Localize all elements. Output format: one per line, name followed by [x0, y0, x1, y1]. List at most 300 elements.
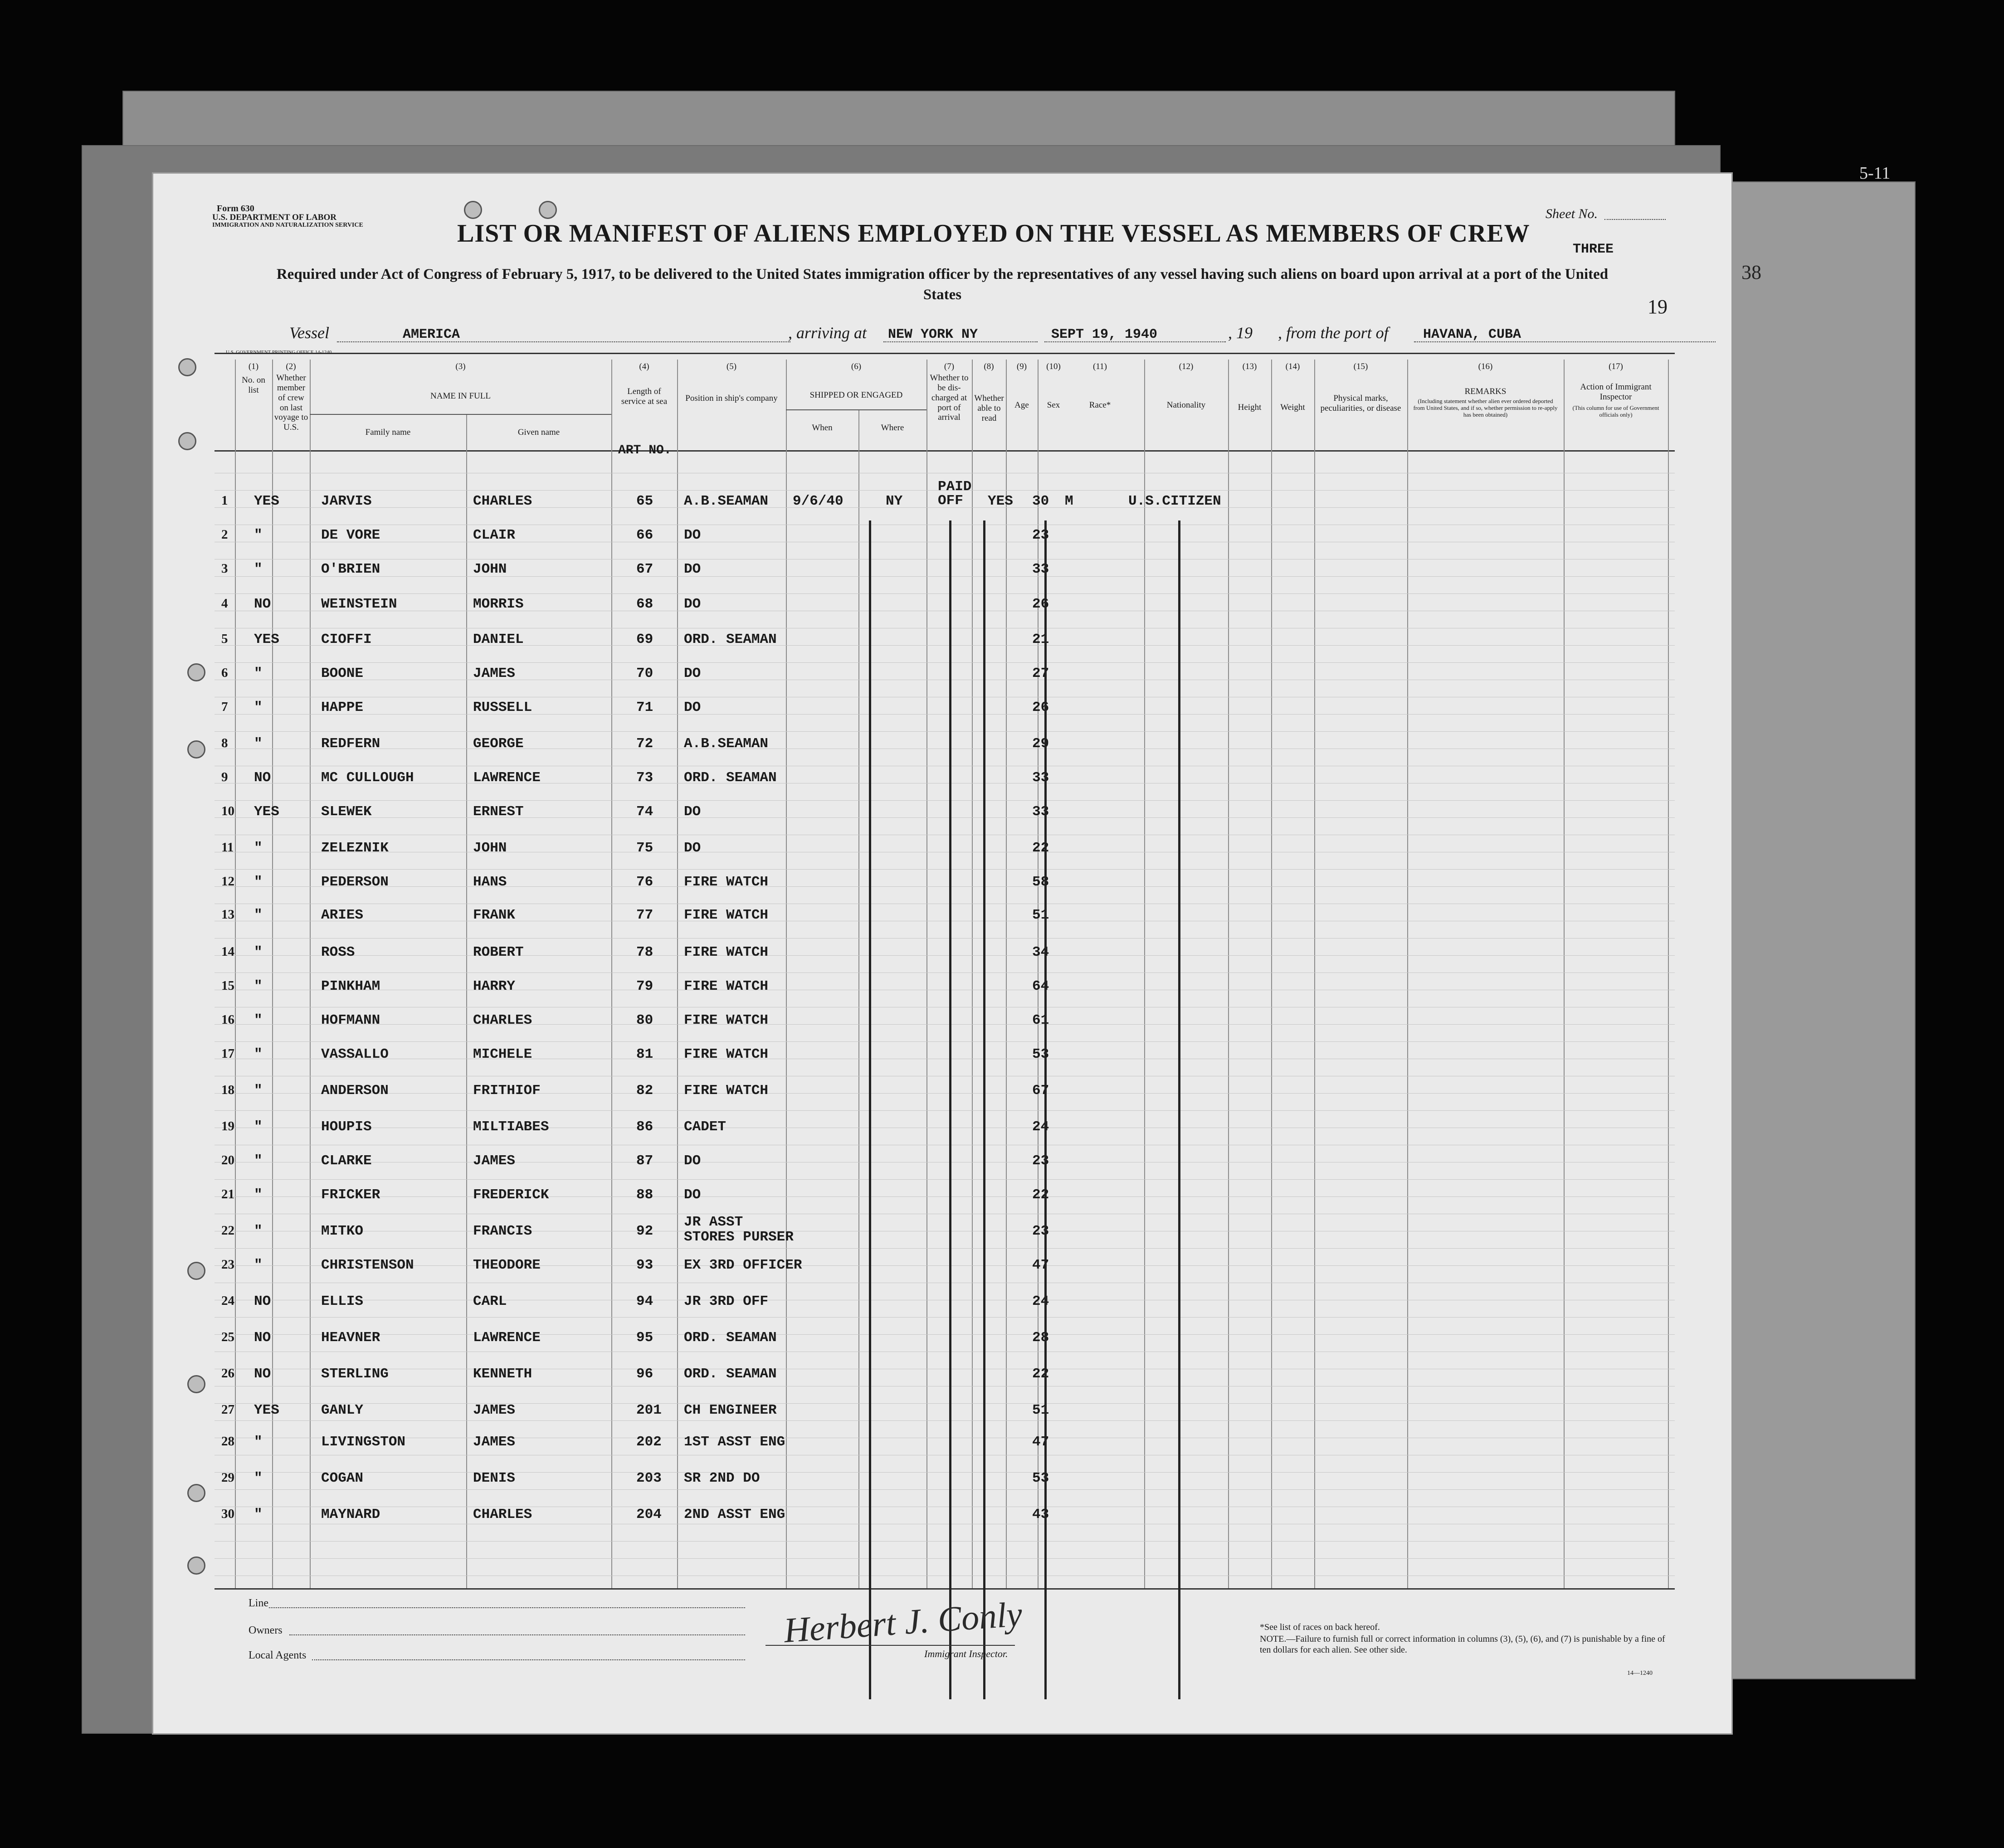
cell-age: 23	[1032, 527, 1049, 543]
cell-family: SLEWEK	[321, 804, 372, 820]
colnum-15: (15)	[1353, 362, 1368, 371]
binder-hole	[464, 201, 482, 219]
cell-family: BOONE	[321, 666, 364, 681]
colnum-6: (6)	[851, 362, 862, 371]
cell-no: 6	[221, 666, 228, 680]
header-last-voyage: Whether member of crew on last voyage to U.S.	[274, 373, 308, 433]
cell-position: FIRE WATCH	[684, 1046, 769, 1062]
cell-position: EX 3RD OFFICER	[684, 1257, 802, 1273]
cell-given: LAWRENCE	[473, 770, 541, 786]
cell-no: 23	[221, 1257, 234, 1272]
arrival-date: SEPT 19, 1940	[1051, 327, 1158, 342]
cell-given: KENNETH	[473, 1366, 532, 1382]
colnum-17: (17)	[1609, 362, 1623, 371]
cell-no: 18	[221, 1083, 234, 1097]
cell-service: 68	[636, 596, 653, 612]
owners-dots	[289, 1634, 745, 1635]
ditto-mark-where	[869, 520, 871, 1699]
cell-service: 67	[636, 561, 653, 577]
cell-age: 21	[1032, 632, 1049, 647]
cell-no: 14	[221, 944, 234, 959]
binder-hole	[539, 201, 557, 219]
header-shipped: SHIPPED OR ENGAGED	[809, 390, 903, 400]
binder-hole	[187, 1375, 205, 1393]
cell-age: 47	[1032, 1434, 1049, 1450]
cell-last-voyage: "	[254, 944, 263, 960]
cell-no: 20	[221, 1153, 234, 1167]
manifest-sheet	[152, 172, 1733, 1735]
colnum-16: (16)	[1478, 362, 1493, 371]
cell-position: DO	[684, 666, 701, 681]
cell-family: VASSALLO	[321, 1046, 389, 1062]
cell-position: FIRE WATCH	[684, 1083, 769, 1099]
cell-no: 26	[221, 1366, 234, 1381]
cell-family: ZELEZNIK	[321, 840, 389, 856]
cell-service: 78	[636, 944, 653, 960]
cell-family: CLARKE	[321, 1153, 372, 1169]
binder-hole	[187, 1556, 205, 1575]
cell-family: LIVINGSTON	[321, 1434, 406, 1450]
cell-no: 24	[221, 1294, 234, 1308]
cell-given: FRITHIOF	[473, 1083, 541, 1099]
page-number: 19	[1648, 296, 1668, 318]
binder-hole	[178, 432, 196, 450]
cell-last-voyage: YES	[254, 804, 279, 820]
cell-no: 27	[221, 1402, 234, 1417]
cell-family: ANDERSON	[321, 1083, 389, 1099]
cell-last-voyage: "	[254, 1046, 263, 1062]
cell-age: 43	[1032, 1507, 1049, 1522]
colnum-3: (3)	[455, 362, 466, 371]
cell-read: YES	[988, 493, 1013, 509]
cell-service: 75	[636, 840, 653, 856]
signature-line	[766, 1645, 1015, 1646]
cell-no: 25	[221, 1330, 234, 1344]
cell-family: REDFERN	[321, 736, 380, 752]
cell-given: JAMES	[473, 666, 516, 681]
cell-service: 96	[636, 1366, 653, 1382]
cell-last-voyage: YES	[254, 493, 279, 509]
cell-no: 9	[221, 770, 228, 784]
header-discharged: Whether to be dis-charged at port of arrival	[930, 373, 969, 423]
service-name: IMMIGRATION AND NATURALIZATION SERVICE	[212, 222, 363, 229]
cell-last-voyage: NO	[254, 596, 271, 612]
cell-last-voyage: "	[254, 561, 263, 577]
cell-family: WEINSTEIN	[321, 596, 397, 612]
header-name-in-full: NAME IN FULL	[430, 391, 491, 401]
colnum-4: (4)	[639, 362, 649, 371]
inspector-signature: Herbert J. Conly	[782, 1594, 1024, 1650]
header-action: Action of Immigrant Inspector	[1580, 382, 1652, 402]
cell-no: 3	[221, 561, 228, 576]
cell-no: 11	[221, 840, 234, 855]
ditto-mark-sex	[1044, 520, 1047, 1699]
cell-last-voyage: NO	[254, 1294, 271, 1309]
cell-service: 80	[636, 1012, 653, 1028]
cell-age: 58	[1032, 874, 1049, 890]
header-action-note: (This column for use of Government officials only)	[1572, 404, 1659, 418]
cell-age: 51	[1032, 907, 1049, 923]
cell-no: 8	[221, 736, 228, 750]
cell-age: 33	[1032, 770, 1049, 786]
cell-last-voyage: "	[254, 1119, 263, 1135]
cell-family: MITKO	[321, 1223, 364, 1239]
vessel-dots	[337, 341, 790, 342]
cell-family: O'BRIEN	[321, 561, 380, 577]
cell-given: JOHN	[473, 840, 507, 856]
form-title: LIST OR MANIFEST OF ALIENS EMPLOYED ON THE VESSEL AS MEMBERS OF CREW	[457, 219, 1530, 248]
cell-position: CH ENGINEER	[684, 1402, 777, 1418]
form-subtitle: Required under Act of Congress of February 5, 1917, to be delivered to the United States immigration officer by the representatives of any vessel having such aliens on board upon arrival at a port of the United States	[276, 266, 1609, 303]
cell-family: MC CULLOUGH	[321, 770, 414, 786]
cell-age: 53	[1032, 1046, 1049, 1062]
colnum-8: (8)	[984, 362, 994, 371]
colnum-7: (7)	[944, 362, 955, 371]
cell-last-voyage: "	[254, 907, 263, 923]
table-top-border	[215, 353, 1675, 354]
cell-position: FIRE WATCH	[684, 944, 769, 960]
ditto-mark-discharged	[949, 520, 951, 1699]
side-number: 38	[1741, 261, 1761, 283]
cell-last-voyage: "	[254, 840, 263, 856]
vessel-label: Vessel	[289, 324, 329, 342]
cell-position: FIRE WATCH	[684, 907, 769, 923]
cell-service: 93	[636, 1257, 653, 1273]
cell-no: 30	[221, 1507, 234, 1521]
cell-family: HOFMANN	[321, 1012, 380, 1028]
cell-age: 22	[1032, 840, 1049, 856]
from-dots	[1414, 341, 1716, 342]
header-remarks: REMARKS	[1464, 387, 1507, 396]
cell-position: ORD. SEAMAN	[684, 632, 777, 647]
cell-age: 29	[1032, 736, 1049, 752]
cell-no: 12	[221, 874, 234, 889]
cell-position: ORD. SEAMAN	[684, 1330, 777, 1346]
inspector-label: Immigrant Inspector.	[924, 1648, 1008, 1659]
cell-service: 94	[636, 1294, 653, 1309]
cell-age: 23	[1032, 1223, 1049, 1239]
cell-when: 9/6/40	[793, 493, 844, 509]
binder-hole	[187, 1262, 205, 1280]
header-height: Height	[1238, 403, 1262, 412]
cell-given: LAWRENCE	[473, 1330, 541, 1346]
cell-no: 19	[221, 1119, 234, 1133]
cell-given: THEODORE	[473, 1257, 541, 1273]
owners-label: Owners	[249, 1624, 283, 1636]
cell-last-voyage: YES	[254, 632, 279, 647]
cell-given: MICHELE	[473, 1046, 532, 1062]
corner-mark: 5-11	[1859, 164, 1891, 183]
cell-no: 13	[221, 907, 234, 922]
cell-age: 33	[1032, 561, 1049, 577]
binder-hole	[187, 663, 205, 681]
cell-given: GEORGE	[473, 736, 524, 752]
colnum-10: (10)	[1046, 362, 1061, 371]
cell-no: 10	[221, 804, 234, 818]
cell-position: DO	[684, 596, 701, 612]
from-port: HAVANA, CUBA	[1423, 327, 1521, 342]
sheet-label: Sheet No.	[1546, 206, 1598, 221]
cell-age: 22	[1032, 1187, 1049, 1203]
cell-last-voyage: "	[254, 874, 263, 890]
ditto-mark-read	[983, 520, 985, 1699]
cell-age: 34	[1032, 944, 1049, 960]
cell-service: 65	[636, 493, 653, 509]
cell-service: 87	[636, 1153, 653, 1169]
table-bottom-border	[215, 1588, 1675, 1590]
colnum-5: (5)	[726, 362, 737, 371]
cell-no: 7	[221, 700, 228, 714]
cell-family: STERLING	[321, 1366, 389, 1382]
cell-no: 4	[221, 596, 228, 611]
cell-given: MORRIS	[473, 596, 524, 612]
races-note: *See list of races on back hereof.	[1260, 1622, 1380, 1632]
cell-given: ROBERT	[473, 944, 524, 960]
cell-family: HAPPE	[321, 700, 364, 715]
header-family-name: Family name	[365, 428, 411, 437]
cell-family: MAYNARD	[321, 1507, 380, 1522]
arriving-label: , arriving at	[788, 324, 867, 342]
colnum-12: (12)	[1179, 362, 1194, 371]
header-nationality: Nationality	[1166, 400, 1206, 410]
header-sex: Sex	[1047, 400, 1060, 410]
cell-no: 2	[221, 527, 228, 542]
cell-last-voyage: NO	[254, 1330, 271, 1346]
cell-service: 66	[636, 527, 653, 543]
cell-position: 1ST ASST ENG	[684, 1434, 785, 1450]
cell-service: 81	[636, 1046, 653, 1062]
cell-service: 95	[636, 1330, 653, 1346]
cell-given: CHARLES	[473, 1507, 532, 1522]
cell-family: JARVIS	[321, 493, 372, 509]
cell-position: FIRE WATCH	[684, 1012, 769, 1028]
cell-given: DENIS	[473, 1470, 516, 1486]
cell-last-voyage: "	[254, 1507, 263, 1522]
cell-position: JR ASST STORES PURSER	[684, 1214, 794, 1245]
cell-family: PINKHAM	[321, 978, 380, 994]
cell-last-voyage: "	[254, 1153, 263, 1169]
cell-no: 16	[221, 1012, 234, 1027]
colnum-9: (9)	[1016, 362, 1027, 371]
header-weight: Weight	[1280, 403, 1305, 412]
cell-given: JAMES	[473, 1434, 516, 1450]
vessel-name: AMERICA	[403, 327, 460, 342]
header-position: Position in ship's company	[685, 394, 778, 403]
cell-position: ORD. SEAMAN	[684, 770, 777, 786]
cell-service: 202	[636, 1434, 662, 1450]
cell-position: DO	[684, 1153, 701, 1169]
colnum-2: (2)	[286, 362, 296, 371]
colnum-13: (13)	[1242, 362, 1257, 371]
sheet-dots	[1604, 219, 1666, 220]
cell-age: 22	[1032, 1366, 1049, 1382]
cell-family: PEDERSON	[321, 874, 389, 890]
cell-given: FREDERICK	[473, 1187, 549, 1203]
line-dots	[269, 1607, 745, 1608]
cell-age: 51	[1032, 1402, 1049, 1418]
cell-service: 70	[636, 666, 653, 681]
cell-family: CIOFFI	[321, 632, 372, 647]
header-where: Where	[881, 423, 904, 433]
cell-given: CLAIR	[473, 527, 516, 543]
agents-label: Local Agents	[249, 1649, 307, 1661]
cell-service: 88	[636, 1187, 653, 1203]
cell-service: 76	[636, 874, 653, 890]
cell-position: A.B.SEAMAN	[684, 736, 769, 752]
header-given-name: Given name	[517, 428, 560, 437]
cell-position: ORD. SEAMAN	[684, 1366, 777, 1382]
cell-age: 47	[1032, 1257, 1049, 1273]
cell-family: COGAN	[321, 1470, 364, 1486]
cell-given: JAMES	[473, 1153, 516, 1169]
cell-race: U.S.CITIZEN	[1128, 493, 1221, 509]
cell-given: RUSSELL	[473, 700, 532, 715]
cell-sex: M	[1065, 493, 1073, 509]
cell-given: CHARLES	[473, 493, 532, 509]
port-dots	[883, 341, 1038, 342]
cell-service: 86	[636, 1119, 653, 1135]
cell-no: 1	[221, 493, 228, 508]
cell-family: HOUPIS	[321, 1119, 372, 1135]
cell-position: DO	[684, 804, 701, 820]
header-when: When	[812, 423, 833, 433]
cell-age: 61	[1032, 1012, 1049, 1028]
cell-last-voyage: NO	[254, 770, 271, 786]
cell-position: DO	[684, 1187, 701, 1203]
cell-last-voyage: NO	[254, 1366, 271, 1382]
cell-age: 26	[1032, 700, 1049, 715]
cell-no: 28	[221, 1434, 234, 1449]
cell-age: 67	[1032, 1083, 1049, 1099]
cell-family: ROSS	[321, 944, 355, 960]
right-sheet	[1723, 181, 1916, 1679]
header-bottom-border	[215, 450, 1675, 452]
cell-age: 24	[1032, 1119, 1049, 1135]
cell-given: MILTIABES	[473, 1119, 549, 1135]
cell-service: 79	[636, 978, 653, 994]
cell-last-voyage: YES	[254, 1402, 279, 1418]
cell-age: 26	[1032, 596, 1049, 612]
cell-last-voyage: "	[254, 1434, 263, 1450]
cell-family: GANLY	[321, 1402, 364, 1418]
colnum-14: (14)	[1285, 362, 1300, 371]
cell-age: 27	[1032, 666, 1049, 681]
cell-no: 22	[221, 1223, 234, 1238]
cell-last-voyage: "	[254, 1012, 263, 1028]
cell-position: DO	[684, 561, 701, 577]
cell-position: JR 3RD OFF	[684, 1294, 769, 1309]
form-code: 14—1240	[1627, 1670, 1653, 1677]
from-port-label: , from the port of	[1278, 324, 1389, 342]
cell-service: 203	[636, 1470, 662, 1486]
year-label: , 19	[1228, 324, 1253, 342]
line-label: Line	[249, 1597, 268, 1609]
header-race: Race*	[1089, 400, 1111, 410]
penalty-note: NOTE.—Failure to furnish full or correct information in columns (3), (5), (6), and (7) is punishable by a fine of ten dollars for each alien. See other side.	[1260, 1634, 1665, 1655]
cell-family: HEAVNER	[321, 1330, 380, 1346]
cell-position: A.B.SEAMAN	[684, 493, 769, 509]
cell-discharged: PAID OFF	[938, 479, 972, 509]
cell-given: FRANK	[473, 907, 516, 923]
cell-service: 72	[636, 736, 653, 752]
cell-service: 92	[636, 1223, 653, 1239]
header-no-on-list: No. on list	[242, 375, 265, 395]
cell-age: 28	[1032, 1330, 1049, 1346]
cell-last-voyage: "	[254, 1223, 263, 1239]
cell-service: 201	[636, 1402, 662, 1418]
cell-service: 204	[636, 1507, 662, 1522]
cell-no: 17	[221, 1046, 234, 1061]
cell-last-voyage: "	[254, 527, 263, 543]
cell-family: CHRISTENSON	[321, 1257, 414, 1273]
date-dots	[1044, 341, 1226, 342]
cell-position: 2ND ASST ENG	[684, 1507, 785, 1522]
sheet-number: THREE	[1573, 242, 1614, 257]
cell-no: 21	[221, 1187, 234, 1201]
cell-service: 73	[636, 770, 653, 786]
cell-given: JOHN	[473, 561, 507, 577]
cell-given: DANIEL	[473, 632, 524, 647]
colnum-1: (1)	[248, 362, 259, 371]
cell-family: ARIES	[321, 907, 364, 923]
form-number: Form 630	[217, 204, 254, 214]
cell-family: DE VORE	[321, 527, 380, 543]
cell-service: 69	[636, 632, 653, 647]
binder-hole	[178, 358, 196, 376]
cell-position: DO	[684, 840, 701, 856]
cell-position: FIRE WATCH	[684, 874, 769, 890]
header-able-read: Whether able to read	[974, 394, 1004, 423]
cell-position: FIRE WATCH	[684, 978, 769, 994]
cell-last-voyage: "	[254, 1470, 263, 1486]
header-age: Age	[1014, 400, 1029, 410]
cell-given: FRANCIS	[473, 1223, 532, 1239]
cell-age: 33	[1032, 804, 1049, 820]
cell-position: DO	[684, 700, 701, 715]
cell-no: 5	[221, 632, 228, 646]
art-no-stamp: ART NO.	[618, 443, 672, 457]
cell-service: 82	[636, 1083, 653, 1099]
cell-family: ELLIS	[321, 1294, 364, 1309]
cell-service: 77	[636, 907, 653, 923]
cell-age: 30	[1032, 493, 1049, 509]
cell-age: 23	[1032, 1153, 1049, 1169]
cell-given: CHARLES	[473, 1012, 532, 1028]
cell-age: 64	[1032, 978, 1049, 994]
cell-service: 71	[636, 700, 653, 715]
binder-hole	[187, 1484, 205, 1502]
cell-given: JAMES	[473, 1402, 516, 1418]
cell-given: HARRY	[473, 978, 516, 994]
cell-last-voyage: "	[254, 1083, 263, 1099]
header-remarks-note: (Including statement whether alien ever ordered deported from United States, and if so, whether permission to re-apply has been obtained)	[1413, 398, 1558, 418]
header-physical: Physical marks, peculiarities, or disease	[1320, 394, 1401, 413]
header-length-service: Length of service at sea	[621, 387, 668, 406]
cell-last-voyage: "	[254, 666, 263, 681]
cell-no: 29	[221, 1470, 234, 1485]
cell-given: ERNEST	[473, 804, 524, 820]
cell-family: FRICKER	[321, 1187, 380, 1203]
cell-position: DO	[684, 527, 701, 543]
cell-service: 74	[636, 804, 653, 820]
cell-position: SR 2ND DO	[684, 1470, 760, 1486]
cell-last-voyage: "	[254, 978, 263, 994]
ditto-mark-race	[1178, 520, 1180, 1699]
binder-hole	[187, 740, 205, 759]
cell-last-voyage: "	[254, 1187, 263, 1203]
cell-where: NY	[886, 493, 903, 509]
cell-age: 24	[1032, 1294, 1049, 1309]
